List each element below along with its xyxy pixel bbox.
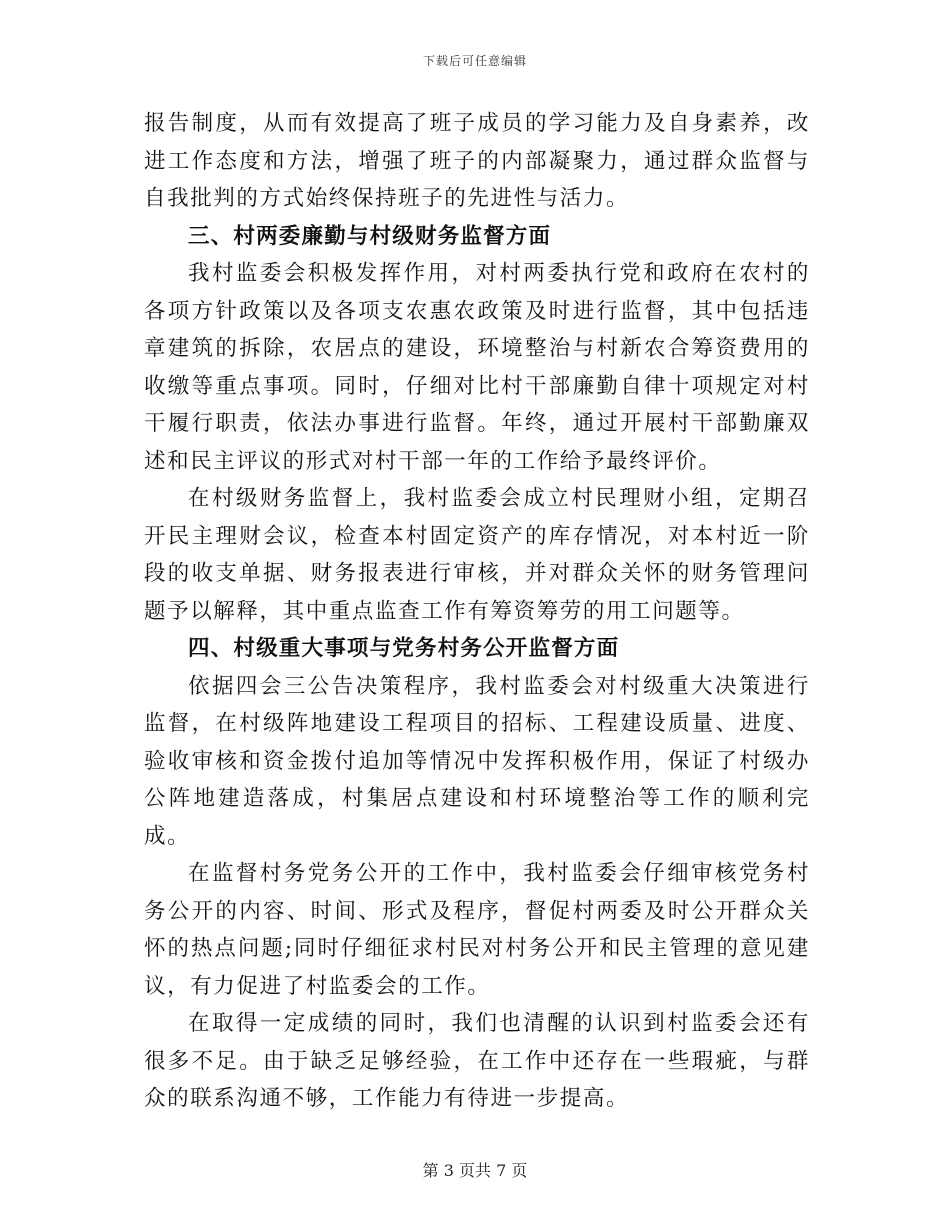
paragraph: 依据四会三公告决策程序，我村监委会对村级重大决策进行监督，在村级阵地建设工程项目的招标、工程建设质量、进度、验收审核和资金拨付追加等情况中发挥积极作用，保证了村级办公阵地建造落成，村集居点建设和村环境整治等工作的顺利完成。	[144, 673, 810, 849]
section-heading-4: 四、村级重大事项与党务村务公开监督方面	[188, 636, 620, 661]
paragraph: 在村级财务监督上，我村监委会成立村民理财小组，定期召开民主理财会议，检查本村固定资产的库存情况，对本村近一阶段的收支单据、财务报表进行审核，并对群众关怀的财务管理问题予以解释，其中重点监查工作有筹资筹劳的用工问题等。	[144, 486, 810, 624]
section-heading-3: 三、村两委廉勤与村级财务监督方面	[188, 223, 552, 249]
paragraph-continued: 报告制度，从而有效提高了班子成员的学习能力及自身素养，改进工作态度和方法，增强了班子的内部凝聚力，通过群众监督与自我批判的方式始终保持班子的先进性与活力。	[144, 111, 810, 211]
document-body	[144, 105, 810, 1118]
paragraph: 在监督村务党务公开的工作中，我村监委会仔细审核党务村务公开的内容、时间、形式及程序，督促村两委及时公开群众关怀的热点问题;同时仔细征求村民对村务公开和民主管理的意见建议，有力促进了村监委会的工作。	[144, 861, 810, 999]
paragraph: 在取得一定成绩的同时，我们也清醒的认识到村监委会还有很多不足。由于缺乏足够经验，在工作中还存在一些瑕疵，与群众的联系沟通不够，工作能力有待进一步提高。	[144, 1011, 810, 1111]
paragraph: 我村监委会积极发挥作用，对村两委执行党和政府在农村的各项方针政策以及各项支农惠农政策及时进行监督，其中包括违章建筑的拆除，农居点的建设，环境整治与村新农合筹资费用的收缴等重点事项。同时，仔细对比村干部廉勤自律十项规定对村干履行职责，依法办事进行监督。年终，通过开展村干部勤廉双述和民主评议的形式对村干部一年的工作给予最终评价。	[144, 261, 810, 474]
page-number-footer: 第 3 页共 7 页	[422, 1161, 528, 1180]
page-header: 下载后可任意编辑	[422, 54, 527, 68]
